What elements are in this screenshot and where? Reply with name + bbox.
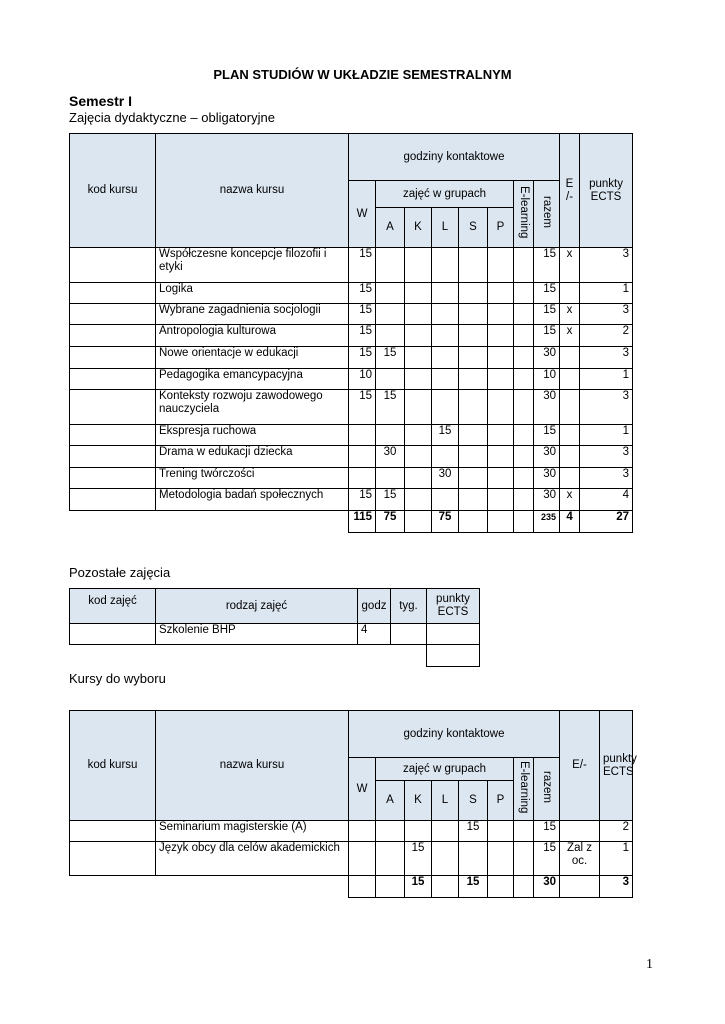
table-row	[70, 425, 633, 446]
course-name: Współczesne koncepcje filozofii i etyki	[156, 248, 349, 283]
hours-p	[488, 425, 514, 446]
total-exam: 4	[560, 511, 580, 533]
header-s: S	[459, 208, 488, 248]
header-razem: razem	[541, 771, 553, 803]
table-row	[70, 842, 633, 876]
other-tyg	[391, 624, 427, 645]
ects-points: 2	[600, 821, 633, 842]
hours-k	[405, 369, 432, 390]
hours-w	[349, 446, 376, 468]
hours-p	[488, 325, 514, 347]
hours-l	[432, 304, 459, 325]
ects-points: 1	[580, 283, 633, 304]
hours-razem: 30	[534, 347, 560, 369]
other-name: Szkolenie BHP	[156, 624, 358, 645]
hours-s	[459, 325, 488, 347]
header-exam: E /-	[560, 134, 580, 248]
course-code	[70, 446, 156, 468]
hours-k	[405, 390, 432, 425]
elective-total-s: 15	[459, 876, 488, 898]
hours-w: 15	[349, 283, 376, 304]
ects-points: 2	[580, 325, 633, 347]
hours-a	[376, 369, 405, 390]
exam-flag	[560, 390, 580, 425]
header-nazwa-kursu: nazwa kursu	[156, 711, 349, 821]
header-s: S	[459, 781, 488, 821]
mandatory-totals-row	[70, 511, 633, 533]
hours-elearning	[514, 390, 534, 425]
course-code	[70, 390, 156, 425]
header-w: W	[349, 181, 376, 248]
hours-elearning	[514, 304, 534, 325]
hours-elearning	[514, 248, 534, 283]
total-l: 75	[432, 511, 459, 533]
course-name: Język obcy dla celów akademickich	[156, 842, 349, 876]
exam-flag: Zal z oc.	[560, 842, 600, 876]
ects-points: 4	[580, 489, 633, 511]
header-nazwa-kursu: nazwa kursu	[156, 134, 349, 248]
hours-elearning	[514, 446, 534, 468]
hours-w	[349, 468, 376, 489]
header-kod-kursu: kod kursu	[70, 711, 156, 821]
hours-elearning	[514, 489, 534, 511]
hours-s	[459, 283, 488, 304]
ects-points: 3	[580, 468, 633, 489]
semester-heading: Semestr I	[69, 93, 133, 109]
hours-elearning	[514, 283, 534, 304]
table-row	[70, 489, 633, 511]
hours-a: 15	[376, 347, 405, 369]
header-other-ects: punkty ECTS	[427, 589, 480, 624]
table-row	[70, 304, 633, 325]
course-name: Wybrane zagadnienia socjologii	[156, 304, 349, 325]
document-title: PLAN STUDIÓW W UKŁADZIE SEMESTRALNYM	[213, 67, 512, 82]
course-name: Trening twórczości	[156, 468, 349, 489]
table-row	[70, 624, 480, 645]
table-row	[70, 821, 633, 842]
hours-l	[432, 369, 459, 390]
hours-elearning	[514, 325, 534, 347]
course-code	[70, 425, 156, 446]
header-godziny-kontaktowe: godziny kontaktowe	[349, 134, 560, 181]
elective-section-heading: Kursy do wyboru	[69, 671, 166, 686]
hours-s	[459, 489, 488, 511]
hours-w: 15	[349, 248, 376, 283]
mandatory-courses-table	[69, 133, 633, 533]
exam-flag	[560, 821, 600, 842]
hours-s	[459, 390, 488, 425]
ects-points: 3	[580, 248, 633, 283]
hours-razem: 15	[534, 325, 560, 347]
header-kod-zajec: kod zajęć	[70, 589, 156, 624]
hours-w: 10	[349, 369, 376, 390]
hours-l	[432, 283, 459, 304]
course-code	[70, 842, 156, 876]
hours-s	[459, 468, 488, 489]
ects-points: 3	[580, 446, 633, 468]
header-godziny-kontaktowe: godziny kontaktowe	[349, 711, 560, 758]
exam-flag	[560, 369, 580, 390]
hours-s	[459, 347, 488, 369]
hours-a	[376, 842, 405, 876]
exam-flag	[560, 468, 580, 489]
hours-razem: 10	[534, 369, 560, 390]
hours-p	[488, 468, 514, 489]
hours-k	[405, 468, 432, 489]
hours-a	[376, 821, 405, 842]
hours-elearning	[514, 347, 534, 369]
header-zajec-w-grupach: zajęć w grupach	[376, 758, 514, 781]
table-row	[70, 347, 633, 369]
hours-s	[459, 446, 488, 468]
course-name: Pedagogika emancypacyjna	[156, 369, 349, 390]
hours-k	[405, 283, 432, 304]
exam-flag	[560, 425, 580, 446]
table-row	[70, 325, 633, 347]
exam-flag	[560, 446, 580, 468]
course-code	[70, 304, 156, 325]
hours-razem: 15	[534, 304, 560, 325]
exam-flag: x	[560, 248, 580, 283]
elective-total-k: 15	[405, 876, 432, 898]
hours-razem: 15	[534, 842, 560, 876]
hours-k	[405, 248, 432, 283]
header-a: A	[376, 781, 405, 821]
hours-k	[405, 425, 432, 446]
total-ects: 27	[580, 511, 633, 533]
course-code	[70, 369, 156, 390]
header-l: L	[432, 781, 459, 821]
ects-points: 3	[580, 390, 633, 425]
hours-w	[349, 842, 376, 876]
elective-totals-row	[70, 876, 633, 898]
other-ects	[427, 624, 480, 645]
hours-p	[488, 304, 514, 325]
hours-elearning	[514, 425, 534, 446]
hours-l	[432, 821, 459, 842]
header-elearning: E-learning	[518, 185, 530, 239]
hours-razem: 30	[534, 489, 560, 511]
header-ects: punkty ECTS	[580, 134, 633, 248]
course-code	[70, 283, 156, 304]
exam-flag: x	[560, 489, 580, 511]
course-code	[70, 325, 156, 347]
header-w: W	[349, 758, 376, 821]
hours-elearning	[514, 842, 534, 876]
header-razem: razem	[541, 196, 553, 228]
hours-k	[405, 446, 432, 468]
hours-a	[376, 425, 405, 446]
hours-a	[376, 325, 405, 347]
elective-courses-table	[69, 710, 637, 898]
hours-elearning	[514, 369, 534, 390]
course-name: Logika	[156, 283, 349, 304]
exam-flag: x	[560, 304, 580, 325]
hours-k	[405, 304, 432, 325]
hours-w: 15	[349, 325, 376, 347]
header-zajec-w-grupach: zajęć w grupach	[376, 181, 514, 208]
course-name: Antropologia kulturowa	[156, 325, 349, 347]
hours-s	[459, 842, 488, 876]
hours-elearning	[514, 468, 534, 489]
header-p: P	[488, 208, 514, 248]
header-ects: punkty ECTS	[600, 711, 633, 821]
hours-l	[432, 325, 459, 347]
elective-total-ects: 3	[600, 876, 633, 898]
hours-a: 15	[376, 390, 405, 425]
hours-s	[459, 369, 488, 390]
ects-points: 3	[580, 347, 633, 369]
exam-flag	[560, 283, 580, 304]
hours-l: 30	[432, 468, 459, 489]
hours-k	[405, 821, 432, 842]
header-k: K	[405, 781, 432, 821]
table-row	[70, 468, 633, 489]
hours-w: 15	[349, 304, 376, 325]
hours-a: 30	[376, 446, 405, 468]
elective-total-razem: 30	[534, 876, 560, 898]
total-a: 75	[376, 511, 405, 533]
header-exam: E/-	[560, 711, 600, 821]
header-l: L	[432, 208, 459, 248]
course-name: Seminarium magisterskie (A)	[156, 821, 349, 842]
course-code	[70, 468, 156, 489]
hours-l	[432, 347, 459, 369]
hours-l	[432, 248, 459, 283]
hours-a	[376, 304, 405, 325]
hours-p	[488, 821, 514, 842]
hours-a	[376, 248, 405, 283]
hours-p	[488, 369, 514, 390]
hours-s	[459, 304, 488, 325]
header-kod-kursu: kod kursu	[70, 134, 156, 248]
hours-w: 15	[349, 489, 376, 511]
hours-p	[488, 446, 514, 468]
hours-razem: 15	[534, 283, 560, 304]
course-name: Ekspresja ruchowa	[156, 425, 349, 446]
hours-k	[405, 325, 432, 347]
header-a: A	[376, 208, 405, 248]
course-name: Nowe orientacje w edukacji	[156, 347, 349, 369]
hours-razem: 30	[534, 446, 560, 468]
other-activities-table	[69, 588, 480, 667]
hours-k	[405, 347, 432, 369]
hours-razem: 15	[534, 821, 560, 842]
hours-p	[488, 283, 514, 304]
header-k: K	[405, 208, 432, 248]
hours-p	[488, 489, 514, 511]
hours-p	[488, 248, 514, 283]
hours-w	[349, 821, 376, 842]
hours-p	[488, 842, 514, 876]
hours-s	[459, 425, 488, 446]
header-p: P	[488, 781, 514, 821]
ects-points: 1	[580, 425, 633, 446]
hours-p	[488, 390, 514, 425]
hours-k: 15	[405, 842, 432, 876]
course-code	[70, 347, 156, 369]
table-row	[70, 390, 633, 425]
header-elearning: E-learning	[518, 760, 530, 814]
hours-razem: 15	[534, 248, 560, 283]
hours-w: 15	[349, 347, 376, 369]
mandatory-section-heading: Zajęcia dydaktyczne – obligatoryjne	[69, 110, 275, 125]
hours-elearning	[514, 821, 534, 842]
header-godz: godz	[358, 589, 391, 624]
hours-a: 15	[376, 489, 405, 511]
course-name: Metodologia badań społecznych	[156, 489, 349, 511]
table-row	[70, 248, 633, 283]
other-godz: 4	[358, 624, 391, 645]
ects-points: 1	[600, 842, 633, 876]
header-tyg: tyg.	[391, 589, 427, 624]
hours-k	[405, 489, 432, 511]
ects-points: 1	[580, 369, 633, 390]
course-code	[70, 489, 156, 511]
hours-l	[432, 489, 459, 511]
hours-w	[349, 425, 376, 446]
hours-a	[376, 283, 405, 304]
hours-w: 15	[349, 390, 376, 425]
hours-l	[432, 390, 459, 425]
table-row	[70, 283, 633, 304]
total-w: 115	[349, 511, 376, 533]
hours-a	[376, 468, 405, 489]
exam-flag: x	[560, 325, 580, 347]
table-row	[70, 369, 633, 390]
header-rodzaj-zajec: rodzaj zajęć	[156, 589, 358, 624]
course-name: Drama w edukacji dziecka	[156, 446, 349, 468]
page-number: 1	[646, 957, 653, 972]
course-name: Konteksty rozwoju zawodowego nauczyciela	[156, 390, 349, 425]
hours-l	[432, 842, 459, 876]
hours-razem: 30	[534, 468, 560, 489]
hours-razem: 30	[534, 390, 560, 425]
hours-p	[488, 347, 514, 369]
other-section-heading: Pozostałe zajęcia	[69, 565, 171, 580]
hours-s: 15	[459, 821, 488, 842]
course-code	[70, 248, 156, 283]
hours-s	[459, 248, 488, 283]
exam-flag	[560, 347, 580, 369]
hours-razem: 15	[534, 425, 560, 446]
course-code	[70, 821, 156, 842]
hours-l: 15	[432, 425, 459, 446]
hours-l	[432, 446, 459, 468]
table-row	[70, 446, 633, 468]
ects-points: 3	[580, 304, 633, 325]
total-razem: 235	[534, 511, 560, 533]
